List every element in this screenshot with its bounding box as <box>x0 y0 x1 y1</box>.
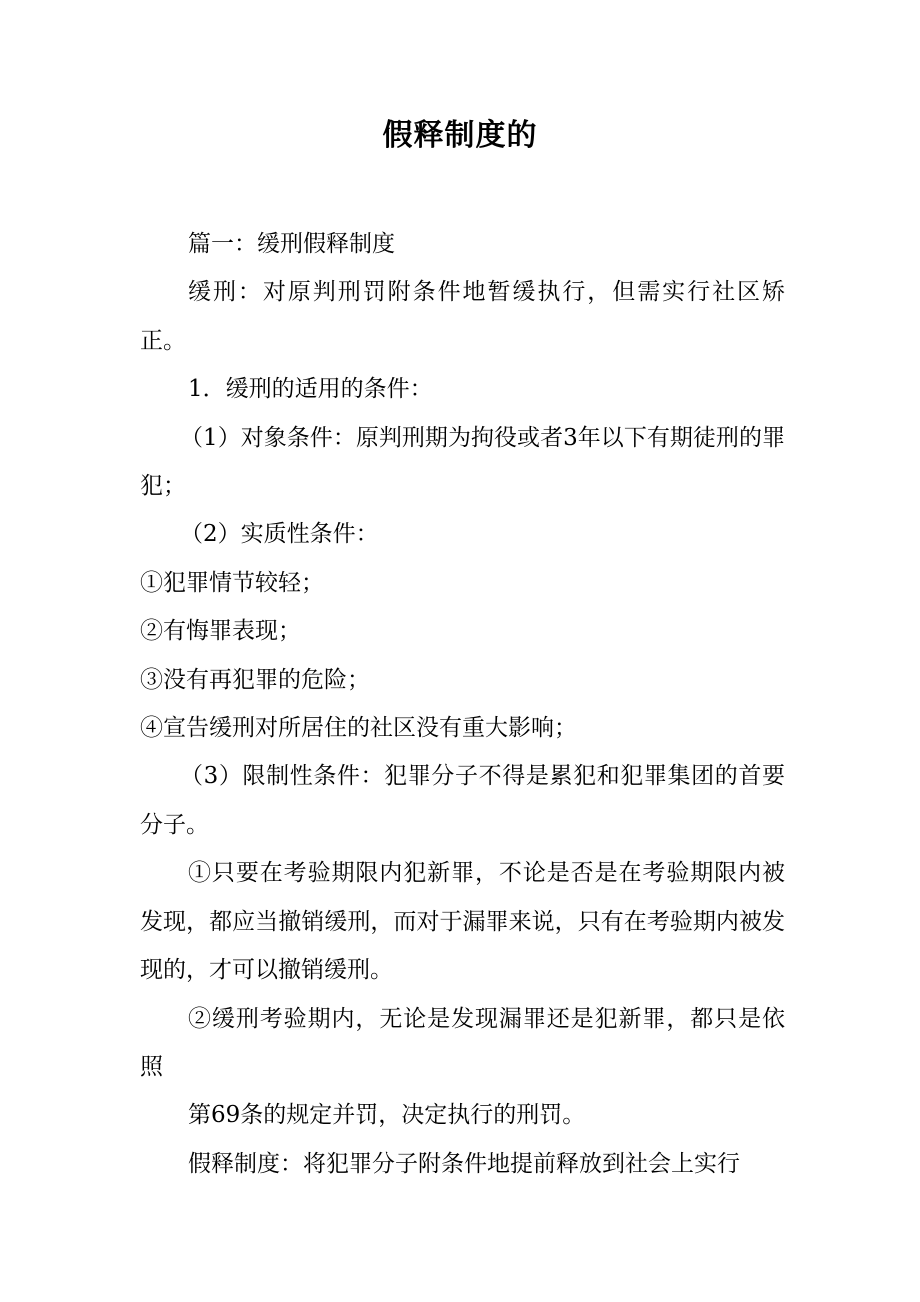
list-item: ①犯罪情节较轻； <box>140 569 324 596</box>
paragraph-combined-punishment: ②缓刑考验期内，无论是发现漏罪还是犯新罪，都只是依照 <box>140 1005 785 1080</box>
paragraph-article-69: 第69条的规定并罚，决定执行的刑罚。 <box>188 1102 586 1129</box>
paragraph-object-condition: （1）对象条件：原判刑期为拘役或者3年以下有期徒刑的罪犯； <box>140 424 785 500</box>
list-item: ④宣告缓刑对所居住的社区没有重大影响； <box>140 715 577 742</box>
document-title: 假释制度的 <box>382 118 538 153</box>
paragraph-parole-definition: 假释制度：将犯罪分子附条件地提前释放到社会上实行 <box>188 1150 740 1177</box>
list-item: ③没有再犯罪的危险； <box>140 666 370 693</box>
list-item: ②有悔罪表现； <box>140 618 301 645</box>
paragraph-probation-definition: 缓刑：对原判刑罚附条件地暂缓执行，但需实行社区矫正。 <box>140 279 785 354</box>
document-body <box>140 220 785 1188</box>
paragraph-restrictive-condition: （3）限制性条件：犯罪分子不得是累犯和犯罪集团的首要分子。 <box>140 763 785 838</box>
paragraph-revocation-rule: ①只要在考验期限内犯新罪，不论是否是在考验期限内被发现，都应当撤销缓刑，而对于漏罪来说，只有在考验期内被发现的，才可以撤销缓刑。 <box>140 860 785 984</box>
paragraph-conditions-heading: 1．缓刑的适用的条件： <box>188 376 433 403</box>
paragraph-substantive-condition: （2）实质性条件： <box>180 521 379 548</box>
section-heading: 篇一：缓刑假释制度 <box>188 231 395 257</box>
